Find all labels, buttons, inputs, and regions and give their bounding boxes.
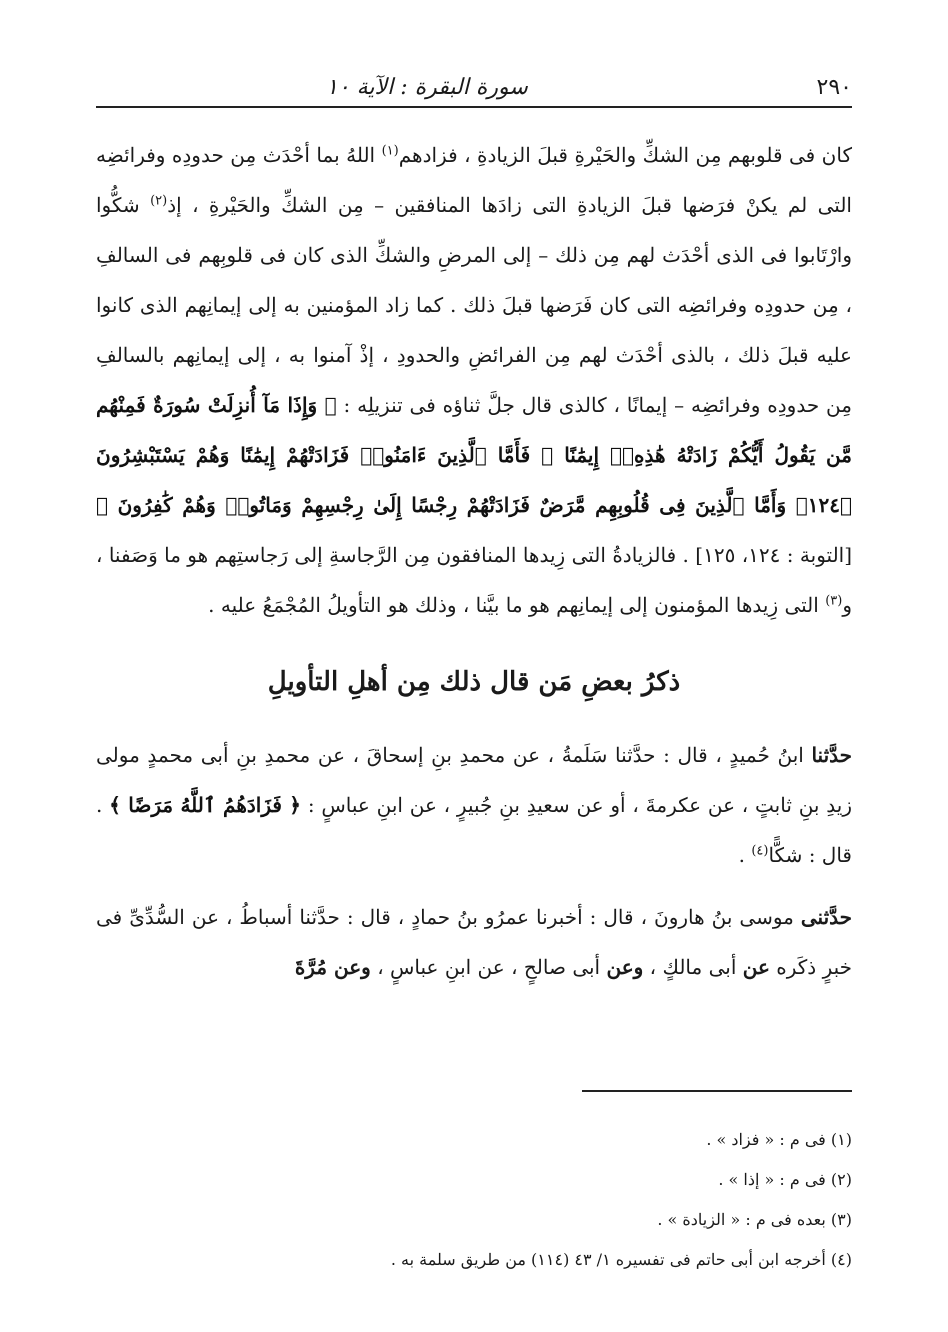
narration-text: ابنُ حُميدٍ ، قال : حدَّثنا سَلَمةُ ، عن محمدِ بنِ إسحاقَ ، عن محمدِ بنِ أبى محمدٍ مولى زيدِ بنِ ثابتٍ ، عن عكرمةَ ، أو عن سعيدِ بنِ جُبيرٍ ، عن ابنِ عباسٍ : (96, 743, 852, 817)
main-text (96, 130, 852, 1004)
paragraph-text: التى زِيدها المؤمنون إلى إيمانِهم هو ما بيَّنا ، وذلك هو التأويلُ المُجْمَعُ عليه . (208, 593, 826, 617)
page-header (96, 62, 852, 108)
footnotes (96, 1120, 852, 1280)
footnote: (٣) بعده فى م : « الزيادة » . (657, 1210, 852, 1229)
footnote: (١) فى م : « فزاد » . (706, 1130, 852, 1149)
quran-verse: ﴿ فَزَادَهُمُ ٱللَّهُ مَرَضًا ﴾ (109, 793, 302, 817)
narration-text: . (738, 843, 752, 867)
narration-text: أبى مالكٍ ، (643, 955, 743, 979)
paragraph-text: شكُّوا وارْتَابوا فى الذى أحْدَث لهم مِن ذلك – إلى المرضِ والشكِّ الذى كان فى قلوبِهم فى السالفِ ، مِن حدودِه وفرائضِه التى كان فَرَضها قبلَ ذلك . كما زاد المؤمنين به إلى إيمانِهم الذى كانوا عليه قبلَ ذلك ، بالذى أحْدَث لهم مِن الفرائضِ والحدودِ ، إذْ آمنوا به ، إلى إيمانِهم بالسالفِ مِن حدودِه وفرائضِه – إيمانًا ، كالذى قال جلَّ ثناؤه فى تنزيلِه : (96, 193, 852, 417)
footnote-marker: (٢) (150, 193, 168, 209)
footnote-marker: (٤) (751, 843, 769, 859)
narration-lead: حدَّثنا (811, 743, 852, 767)
narration-text: موسى بنُ هارونَ ، قال : أخبرنا عمرُو بنُ حمادٍ ، قال : حدَّثنا أسباطُ ، عن السُّدِّىِّ فى خبرٍ ذكَره (96, 905, 852, 979)
running-title: سورة البقرة : الآية ١٠ (326, 75, 528, 100)
page-number: ٢٩٠ (816, 75, 852, 100)
narration (96, 730, 852, 880)
quran-verse: ﴿ وَإِذَا مَآ أُنزِلَتْ سُورَةٌ فَمِنْهُم مَّن يَقُولُ أَيُّكُمْ زَادَتْهُ هَٰذِهِۦٓ إِيمَٰنًا ۚ فَأَمَّا ٱلَّذِينَ ءَامَنُوا۟ فَزَادَتْهُمْ إِيمَٰنًا وَهُمْ يَسْتَبْشِرُونَ ﴿١٢٤﴾ وَأَمَّا ٱلَّذِينَ فِى قُلُوبِهِم مَّرَضٌ فَزَادَتْهُمْ رِجْسًا إِلَىٰ رِجْسِهِمْ وَمَاتُوا۟ وَهُمْ كَٰفِرُونَ ﴾ (96, 393, 852, 517)
narration (96, 892, 852, 992)
paragraph-text: اللهُ بما أحْدَث مِن حدودِه وفرائضِه التى لم يكنْ فرَضها قبلَ الزيادةِ التى زادَها المنافقين – مِن الشكِّ والحَيْرةِ ، إذ (96, 143, 852, 217)
section-heading: ذكرُ بعضِ مَن قال ذلك مِن أهلِ التأويلِ (267, 667, 681, 697)
narration-lead: حدَّثنى (800, 905, 852, 929)
footnote-divider (582, 1090, 852, 1092)
paragraph-text: كان فى قلوبهم مِن الشكِّ والحَيْرةِ قبلَ الزيادةِ ، فزادهم (398, 143, 852, 167)
verse-reference: [التوبة : ١٢٤، ١٢٥] . (676, 543, 853, 567)
narration-connector: عن (742, 955, 770, 979)
footnote-marker: (٣) (825, 593, 843, 609)
footnote: (٤) أخرجه ابن أبى حاتم فى تفسيره ١/ ٤٣ (١١٤) من طريق سلمة به . (390, 1250, 852, 1269)
footnote-marker: (١) (381, 143, 399, 159)
narration-connector: وعن مُرَّةَ (294, 955, 371, 979)
narration-connector: وعن (606, 955, 644, 979)
paragraph (96, 130, 852, 630)
footnote: (٢) فى م : « إذا » . (718, 1170, 852, 1189)
narration-text: . قال : شكًّا (96, 793, 852, 867)
paragraph-text: فالزيادةُ التى زِيدها المنافقون مِن الرَّجاسةِ إلى رَجاستِهم هو ما وَصَفنا ، و (96, 543, 852, 617)
narration-text: أبى صالحٍ ، عن ابنِ عباسٍ ، (370, 955, 607, 979)
